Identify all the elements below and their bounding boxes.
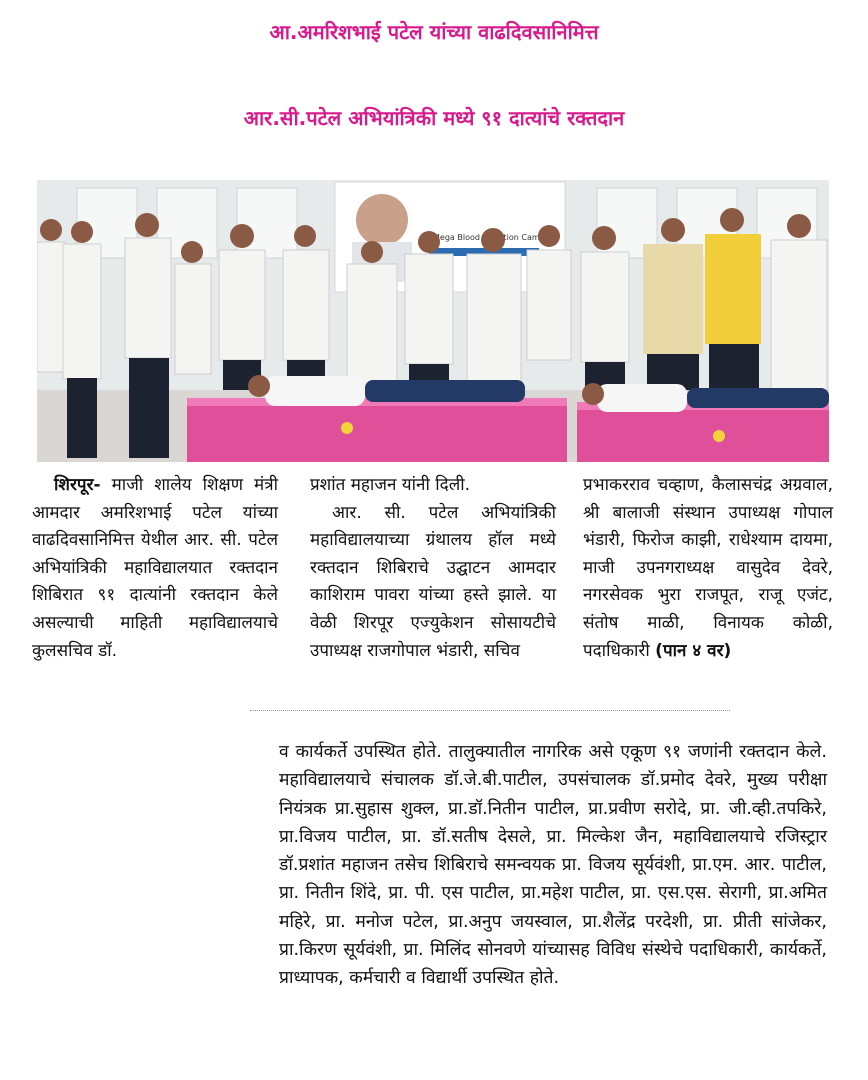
banner-text: Mega Blood Camp [433,233,545,242]
dateline: शिरपूर- [54,475,101,495]
continuation-block [279,738,827,993]
column-1-text: माजी शालेय शिक्षण मंत्री आमदार अमरिशभाई पटेल यांच्या वाढदिवसानिमित्त येथील आर. सी. पटेल अभियांत्रिकी महाविद्यालयात रक्तदान शिबिरात ९१ दात्यांनी रक्तदान केले असल्याची माहिती महाविद्यालयाचे कुलसचिव डॉ. [32,475,279,661]
news-photo [37,180,829,462]
column-3-text: प्रभाकरराव चव्हाण, कैलासचंद्र अग्रवाल, श्री बालाजी संस्थान उपाध्यक्ष गोपाल भंडारी, फिरोज काझी, राधेश्याम दायमा, माजी उपनगराध्यक्ष वासुदेव देवरे, नगरसेवक भुरा राजपूत, राजू एजंट, संतोष माळी, विनायक कोळी, पदाधिकारी [583,475,833,661]
blood-donation-camp-photo [37,180,829,462]
headline-line-1: आ.अमरिशभाई पटेल यांच्या वाढदिवसानिमित्त [269,20,599,44]
article-column-2 [310,472,556,665]
donation-beds [187,375,829,462]
headline-line-2: आर.सी.पटेल अभियांत्रिकी मध्ये ९१ दात्यांचे रक्तदान [243,106,625,130]
column-2-paragraph-2: आर. सी. पटेल अभियांत्रिकी महाविद्यालयाच्या ग्रंथालय हॉल मध्ये रक्तदान शिबिराचे उद्घाटन आमदार काशिराम पावरा यांच्या हस्ते झाले. या वेळी शिरपूर एज्युकेशन सोसायटीचे उपाध्यक्ष राजगोपाल भंडारी, सचिव [310,502,556,661]
section-divider [250,710,730,717]
continuation-text: व कार्यकर्ते उपस्थित होते. तालुक्यातील नागरिक असे एकूण ९१ जणांनी रक्तदान केले. महाविद्यालयाचे संचालक डॉ.जे.बी.पाटील, उपसंचालक डॉ.प्रमोद देवरे, मुख्य परीक्षा नियंत्रक प्रा.सुहास शुक्ल, प्रा.डॉ.नितीन पाटील, प्रा.प्रवीण सरोदे, प्रा. जी.व्ही.तपकिरे, प्रा.विजय पाटील, प्रा. डॉ.सतीष देसले, प्रा. मिल्केश जैन, महाविद्यालयाचे रजिस्ट्रार डॉ.प्रशांत महाजन तसेच शिबिराचे समन्वयक प्रा. विजय सूर्यवंशी, प्रा.एम. आर. पाटील, प्रा. नितीन शिंदे, प्रा. पी. एस पाटील, प्रा.महेश पाटील, प्रा. एस.एस. सेरागी, प्रा.अमित महिरे, प्रा. मनोज पटेल, प्रा.अनुप जयस्वाल, प्रा.शैलेंद्र परदेशी, प्रा. प्रीती सांजेकर, प्रा.किरण सूर्यवंशी, प्रा. मिलिंद सोनवणे यांच्यासह विविध संस्थेचे पदाधिकारी, कार्यकर्ते, प्राध्यापक, कर्मचारी व विद्यार्थी उपस्थित होते. [279,742,827,989]
column-2-line-1: प्रशांत महाजन यांनी दिली. [310,475,471,495]
article-column-3 [583,472,833,665]
article-column-1 [32,472,278,665]
continued-marker: (पान ४ वर) [655,640,732,661]
